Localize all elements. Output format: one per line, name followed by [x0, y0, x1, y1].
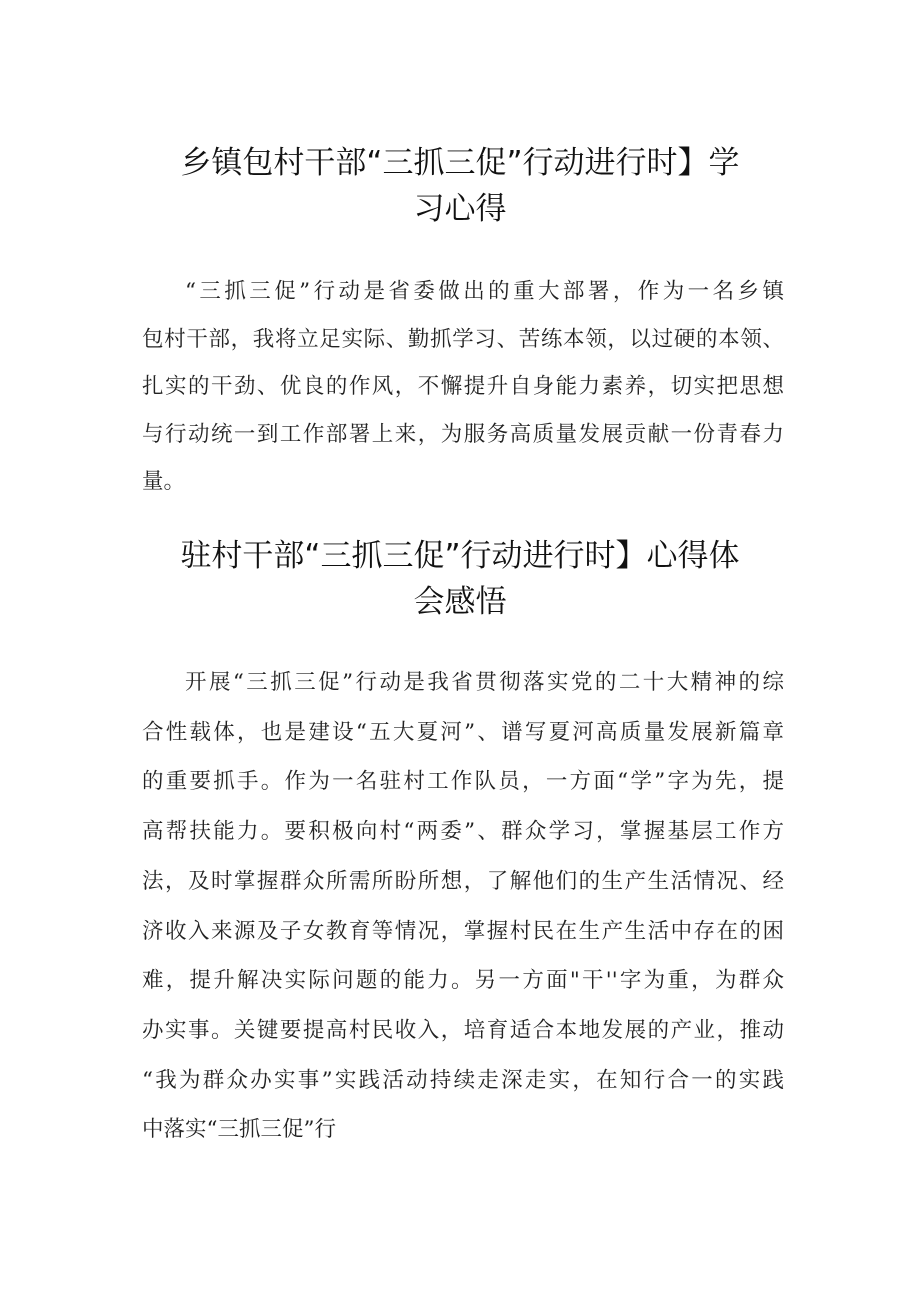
section-1-title-line: 乡镇包村干部“三抓三促”行动进行时】学: [180, 145, 740, 181]
section-2-body-line: 开展“三抓三促”行动是我省贯彻落实党的二十大精神的综: [185, 670, 784, 695]
section-1-title: [130, 140, 790, 232]
section-2-body-line: 法，及时掌握群众所需所盼所想，了解他们的生产生活情况、经: [142, 868, 784, 894]
section-2-body-line: 办实事。关键要提高村民收入，培育适合本地发展的产业，推动: [142, 1017, 784, 1043]
section-2-body-line: “我为群众办实事”实践活动持续走深走实，在知行合一的实践: [142, 1067, 784, 1093]
section-2-body-line: 中落实“三抓三促”行: [142, 1117, 336, 1143]
section-1-body-line: 量。: [142, 469, 186, 494]
section-2-body-line: 高帮扶能力。要积极向村“两委”、群众学习，掌握基层工作方: [142, 819, 784, 845]
section-1-body-line: “三抓三促”行动是省委做出的重大部署，作为一名乡镇: [185, 279, 784, 304]
section-1-body-line: 包村干部，我将立足实际、勤抓学习、苦练本领，以过硬的本领、: [142, 326, 784, 352]
section-2-title-line: 驻村干部“三抓三促”行动进行时】心得体: [180, 538, 740, 574]
section-2-body-line: 的重要抓手。作为一名驻村工作队员，一方面“学”字为先，提: [142, 769, 784, 795]
section-1-body: [142, 268, 784, 506]
section-2-body-line: 难，提升解决实际问题的能力。另一方面"干''字为重，为群众: [142, 968, 784, 994]
section-2-title: [130, 533, 790, 625]
section-1-body-line: 与行动统一到工作部署上来，为服务高质量发展贡献一份青春力: [142, 421, 784, 447]
section-2-body: [142, 658, 784, 1155]
section-2-body-line: 济收入来源及子女教育等情况，掌握村民在生产生活中存在的困: [142, 918, 784, 944]
section-2-body-line: 合性载体，也是建设“五大夏河”、谱写夏河高质量发展新篇章: [142, 719, 784, 745]
section-1-title-line: 习心得: [413, 191, 507, 227]
section-1-body-line: 扎实的干劲、优良的作风，不懈提升自身能力素养，切实把思想: [142, 374, 784, 399]
section-2-title-line: 会感悟: [413, 584, 507, 620]
